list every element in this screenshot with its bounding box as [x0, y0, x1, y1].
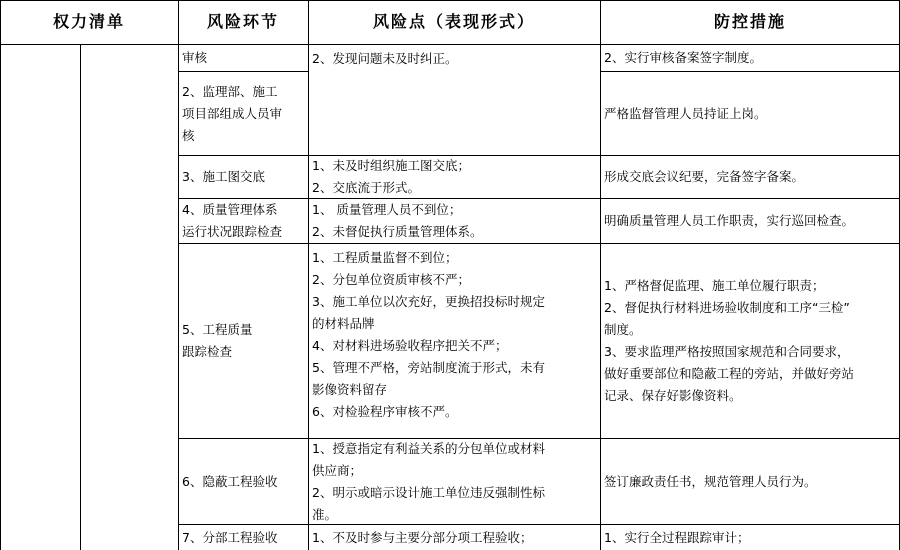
measure-text: 2、实行审核备案签字制度。 [604, 50, 762, 65]
risk-point-cell [308, 156, 600, 198]
measure-text: 1、实行全过程跟踪审计； [604, 529, 750, 545]
measure-cell [600, 244, 900, 438]
risk-step-cell [178, 439, 308, 524]
risk-point-cell [308, 199, 600, 243]
risk-step-cell [178, 244, 308, 438]
measure-cell [600, 45, 900, 71]
risk-point-text: 1、工程质量监督不到位； [312, 250, 458, 265]
risk-step-cell [178, 156, 308, 198]
measure-cell [600, 525, 900, 550]
risk-point-cell [308, 439, 600, 524]
risk-step-text: 6、隐蔽工程验收 [182, 473, 278, 489]
measure-cell [600, 72, 900, 155]
risk-point-text: 供应商； [312, 462, 363, 478]
risk-step-text: 3、施工图交底 [182, 169, 265, 184]
risk-point-text: 2、发现问题未及时纠正。 [312, 51, 458, 66]
risk-step-cell [178, 45, 308, 71]
header-power-list: 权力清单 [52, 12, 125, 31]
header-control-measures: 防控措施 [713, 12, 786, 31]
measure-text: 记录、保存好影像资料。 [604, 388, 742, 403]
risk-point-text: 2、明示或暗示设计施工单位违反强制性标 [312, 484, 545, 500]
risk-point-text: 2、未督促执行质量管理体系。 [312, 224, 483, 239]
risk-point-text: 1、授意指定有利益关系的分包单位或材料 [312, 440, 545, 456]
risk-step-cell [178, 72, 308, 155]
measure-text: 2、督促执行材料进场验收制度和工序“三检” [604, 300, 850, 315]
risk-step-text: 5、工程质量 [182, 322, 253, 337]
measure-text: 签订廉政责任书，规范管理人员行为。 [604, 473, 817, 489]
risk-step-text: 2、监理部、施工 [182, 83, 278, 99]
header-risk-step: 风险环节 [206, 12, 279, 31]
header-risk-point: 风险点（表现形式） [372, 12, 535, 31]
risk-step-text: 4、质量管理体系 [182, 202, 278, 217]
risk-point-cell [308, 525, 600, 550]
risk-step-cell [178, 525, 308, 550]
risk-point-cell [308, 45, 600, 155]
risk-point-text: 1、不及时参与主要分部分项工程验收； [312, 529, 533, 545]
risk-point-text: 2、分包单位资质审核不严； [312, 272, 470, 287]
table-border-left [0, 0, 1, 550]
measure-cell [600, 439, 900, 524]
risk-step-text: 项目部组成人员审 [182, 105, 283, 121]
risk-point-text: 影像资料留存 [312, 382, 388, 397]
risk-point-text: 2、交底流于形式。 [312, 180, 420, 195]
risk-point-cell [308, 244, 600, 438]
risk-point-text: 准。 [312, 506, 338, 522]
measure-text: 严格监督管理人员持证上岗。 [604, 105, 767, 121]
measure-text: 明确质量管理人员工作职责，实行巡回检查。 [604, 213, 855, 228]
measure-text: 1、严格督促监理、施工单位履行职责； [604, 278, 825, 293]
measure-text: 制度。 [604, 322, 642, 337]
risk-point-text: 4、对材料进场验收程序把关不严； [312, 338, 508, 353]
risk-point-text: 5、管理不严格，旁站制度流于形式，未有 [312, 360, 545, 375]
risk-step-cell [178, 199, 308, 243]
measure-cell [600, 156, 900, 198]
risk-point-text: 1、 质量管理人员不到位； [312, 202, 462, 217]
risk-step-text: 7、分部工程验收 [182, 529, 278, 545]
risk-step-text: 运行状况跟踪检查 [182, 224, 283, 239]
col-divider [80, 44, 81, 550]
risk-point-text: 1、未及时组织施工图交底； [312, 158, 470, 173]
risk-step-text: 核 [182, 127, 195, 143]
measure-text: 做好重要部位和隐蔽工程的旁站，并做好旁站 [604, 366, 855, 381]
measure-text: 形成交底会议纪要，完备签字备案。 [604, 169, 805, 184]
measure-cell [600, 199, 900, 243]
risk-point-text: 6、对检验程序审核不严。 [312, 404, 458, 419]
risk-step-text: 审核 [182, 50, 208, 65]
risk-step-text: 跟踪检查 [182, 344, 233, 359]
risk-point-text: 3、施工单位以次充好，更换招投标时规定 [312, 294, 545, 309]
measure-text: 3、要求监理严格按照国家规范和合同要求， [604, 344, 850, 359]
risk-point-text: 的材料品牌 [312, 316, 375, 331]
